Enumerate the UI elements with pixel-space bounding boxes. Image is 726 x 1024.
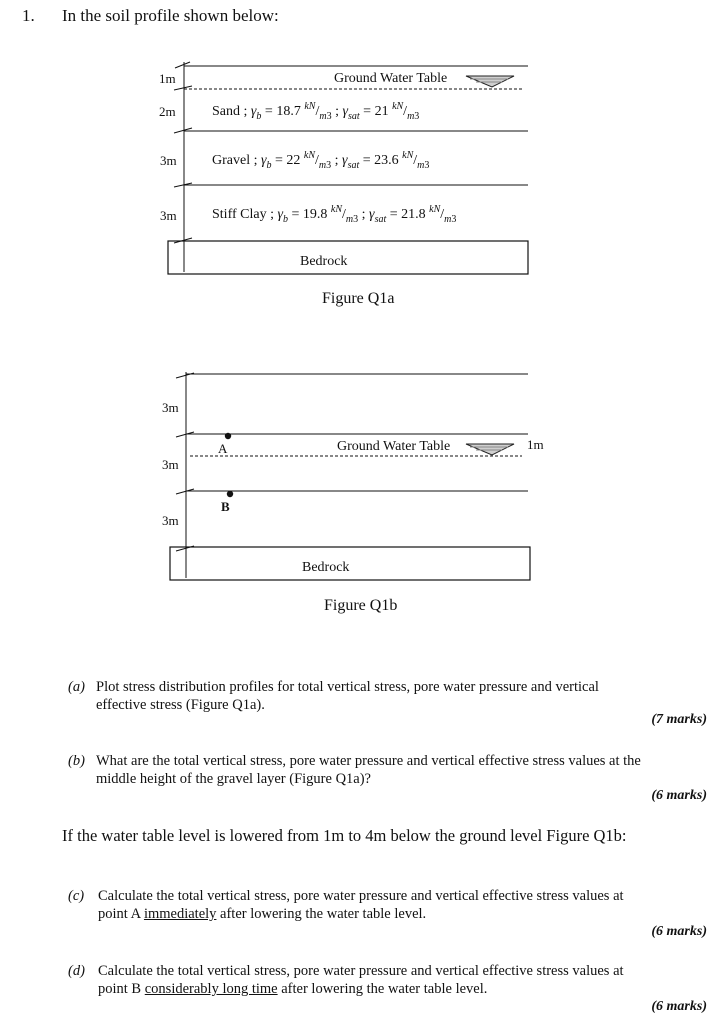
part-a-label: (a) xyxy=(68,679,85,695)
part-d-line1: Calculate the total vertical stress, pore water pressure and vertical effective stress values at xyxy=(98,963,624,979)
fig-a-depth-1: 1m xyxy=(159,71,176,86)
text: point B xyxy=(98,981,145,997)
slash: / xyxy=(315,153,319,168)
semi: ; xyxy=(331,104,343,119)
gamma-sat-symbol: γ xyxy=(342,153,348,168)
sub: b xyxy=(283,214,288,225)
unit-num: kN xyxy=(402,150,414,161)
eq: = xyxy=(288,207,303,222)
part-c-marks: (6 marks) xyxy=(651,924,707,939)
fig-b-water-table-label: Ground Water Table xyxy=(337,439,451,454)
slash: / xyxy=(403,104,408,119)
part-c-line1: Calculate the total vertical stress, pore water pressure and vertical effective stress values at xyxy=(98,888,624,904)
underlined-text: immediately xyxy=(143,906,217,922)
part-d-marks: (6 marks) xyxy=(651,999,707,1014)
fig-b-bedrock-label: Bedrock xyxy=(302,560,350,575)
slash: / xyxy=(342,207,346,222)
fig-a-water-table-label: Ground Water Table xyxy=(334,71,448,86)
eq: = xyxy=(271,153,287,168)
fig-a-layer-sand xyxy=(212,101,420,122)
part-c-label: (c) xyxy=(68,888,85,904)
gamma-b-value: 22 xyxy=(286,153,301,168)
part-d-line2 xyxy=(98,980,487,998)
unit-den: m xyxy=(319,111,327,122)
slash: / xyxy=(413,153,418,168)
unit-exp: 3 xyxy=(414,111,420,122)
eq: = xyxy=(261,104,277,119)
unit-den: m xyxy=(345,214,354,225)
slash: / xyxy=(440,207,445,222)
scenario-text: If the water table level is lowered from 1m to 4m below the ground level Figure Q1b: xyxy=(62,826,627,845)
gamma-b-symbol: γ xyxy=(250,104,257,119)
part-b-line1: What are the total vertical stress, pore water pressure and vertical effective stress values at the xyxy=(96,753,641,769)
fig-b-wt-depth: 1m xyxy=(527,437,544,452)
text: point A xyxy=(98,906,144,922)
gamma-sat-symbol: γ xyxy=(342,104,348,119)
fig-b-depth-3: 3m xyxy=(162,513,179,528)
unit-num: kN xyxy=(303,150,316,161)
fig-a-depth-4: 3m xyxy=(160,208,177,223)
gamma-b-symbol: γ xyxy=(277,207,283,222)
slash: / xyxy=(315,104,320,119)
part-d-label: (d) xyxy=(68,963,85,979)
gamma-b-value: 18.7 xyxy=(276,104,301,119)
unit-num: kN xyxy=(304,101,316,112)
sub: sat xyxy=(347,160,360,171)
sub: sat xyxy=(347,111,360,122)
question-intro: In the soil profile shown below: xyxy=(62,6,279,25)
sub: sat xyxy=(374,214,387,225)
question-number: 1. xyxy=(22,6,35,25)
fig-a-depth-3: 3m xyxy=(160,153,177,168)
part-b-marks: (6 marks) xyxy=(651,788,707,803)
layer-name: Gravel xyxy=(212,153,251,168)
unit-den: m xyxy=(407,111,415,122)
point-a-label: A xyxy=(218,441,228,456)
sep: ; xyxy=(240,104,251,119)
unit-exp: 3 xyxy=(326,160,332,171)
unit-exp: 3 xyxy=(353,214,359,225)
sep: ; xyxy=(250,153,261,168)
unit-num: kN xyxy=(392,101,404,112)
unit-exp: 3 xyxy=(451,214,457,225)
unit-exp: 3 xyxy=(326,111,332,122)
unit-den: m xyxy=(444,214,452,225)
part-b-line2: middle height of the gravel layer (Figure Q1a)? xyxy=(96,771,371,787)
gamma-sat-value: 23.6 xyxy=(374,153,399,168)
gamma-b-symbol: γ xyxy=(260,153,267,168)
layer-name: Sand xyxy=(212,104,240,119)
fig-a-caption: Figure Q1a xyxy=(322,290,395,307)
fig-a-depth-2: 2m xyxy=(159,104,176,119)
eq: = xyxy=(386,207,402,222)
gamma-b-value: 19.8 xyxy=(302,207,328,222)
text: after lowering the water table level. xyxy=(216,906,427,922)
sub: b xyxy=(256,111,262,122)
gamma-sat-value: 21 xyxy=(374,104,389,119)
part-a-marks: (7 marks) xyxy=(651,712,707,727)
semi: ; xyxy=(358,207,370,222)
fig-a-layer-gravel xyxy=(212,150,430,171)
unit-den: m xyxy=(417,160,425,171)
gamma-sat-value: 21.8 xyxy=(401,207,426,222)
unit-exp: 3 xyxy=(424,160,430,171)
part-a-line1: Plot stress distribution profiles for total vertical stress, pore water pressure and vertical xyxy=(96,679,599,695)
unit-num: kN xyxy=(429,204,441,215)
fig-a-layer-stiff-clay xyxy=(212,204,457,225)
unit-num: kN xyxy=(330,204,343,215)
sub: b xyxy=(266,160,272,171)
eq: = xyxy=(359,104,375,119)
fig-b-depth-2: 3m xyxy=(162,457,179,472)
part-c-line2 xyxy=(98,905,426,923)
fig-b-caption: Figure Q1b xyxy=(324,597,398,614)
layer-name: Stiff Clay xyxy=(212,207,267,222)
part-a-line2: effective stress (Figure Q1a). xyxy=(96,697,265,713)
text: after lowering the water table level. xyxy=(277,981,488,997)
fig-a-bedrock-label: Bedrock xyxy=(300,254,348,269)
sep: ; xyxy=(266,207,278,222)
eq: = xyxy=(359,153,375,168)
point-b-label: B xyxy=(221,499,230,514)
semi: ; xyxy=(331,153,343,168)
part-b-label: (b) xyxy=(68,753,85,769)
gamma-sat-symbol: γ xyxy=(369,207,375,222)
fig-b-depth-1: 3m xyxy=(162,400,179,415)
underlined-text: considerably long time xyxy=(144,981,278,997)
unit-den: m xyxy=(318,160,327,171)
